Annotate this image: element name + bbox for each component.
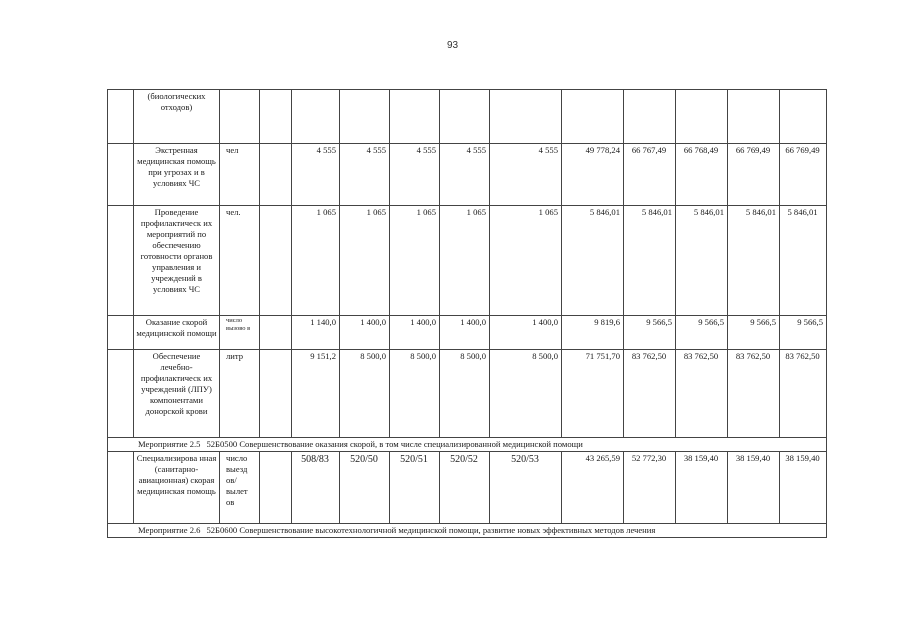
value-cell: 83 762,50	[676, 350, 728, 438]
value-cell: 66 767,49	[624, 144, 676, 206]
measure-label: Мероприятие 2.6	[138, 525, 201, 535]
measure-2-5	[108, 438, 827, 452]
indicator-name: Оказание скорой медицинской помощи	[134, 316, 220, 350]
value-cell: 520/53	[490, 452, 562, 524]
table-row	[108, 452, 827, 524]
table-row	[108, 206, 827, 316]
value-cell: 508/83	[292, 452, 340, 524]
measure-label: Мероприятие 2.5	[138, 439, 201, 449]
value-cell: 520/50	[340, 452, 390, 524]
value-cell: 1 065	[390, 206, 440, 316]
indicator-unit: число вызово в	[220, 316, 260, 350]
value-cell: 66 769,49	[728, 144, 780, 206]
value-cell: 66 769,49	[780, 144, 827, 206]
value-cell: 5 846,01	[728, 206, 780, 316]
value-cell: 1 065	[440, 206, 490, 316]
value-cell: 8 500,0	[340, 350, 390, 438]
measure-text: Совершенствование оказания скорой, в том числе специализированной медицинской помощи	[239, 439, 583, 449]
value-cell: 9 819,6	[562, 316, 624, 350]
value-cell: 8 500,0	[490, 350, 562, 438]
table-row	[108, 90, 827, 144]
value-cell: 1 065	[292, 206, 340, 316]
table-row	[108, 144, 827, 206]
indicator-unit: число выезд ов/ вылет ов	[220, 452, 260, 524]
value-cell: 5 846,01	[562, 206, 624, 316]
value-cell: 1 400,0	[390, 316, 440, 350]
value-cell: 49 778,24	[562, 144, 624, 206]
measure-row	[108, 438, 827, 452]
value-cell: 9 566,5	[624, 316, 676, 350]
value-cell: 83 762,50	[728, 350, 780, 438]
indicator-name: Проведение профилактическ их мероприятий по обеспечению готовности органов управления и учреждений в условиях ЧС	[134, 206, 220, 316]
value-cell: 1 065	[490, 206, 562, 316]
indicator-name: Специализирова нная (санитарно-авиационная) скорая медицинская помощь	[134, 452, 220, 524]
value-cell: 5 846,01	[624, 206, 676, 316]
indicator-name: (биологических отходов)	[134, 90, 220, 144]
indicators-table	[107, 89, 827, 538]
indicator-unit: литр	[220, 350, 260, 438]
measure-text: Совершенствование высокотехнологичной медицинской помощи, развитие новых эффективных методов лечения	[239, 525, 656, 535]
page-number: 93	[446, 40, 459, 51]
value-cell: 520/51	[390, 452, 440, 524]
value-cell: 83 762,50	[624, 350, 676, 438]
value-cell: 8 500,0	[390, 350, 440, 438]
value-cell: 9 566,5	[728, 316, 780, 350]
value-cell: 8 500,0	[440, 350, 490, 438]
measure-code: 52Б0600	[206, 525, 238, 535]
measure-row	[108, 524, 827, 538]
value-cell: 1 065	[340, 206, 390, 316]
table-row	[108, 316, 827, 350]
value-cell: 38 159,40	[780, 452, 827, 524]
value-cell: 38 159,40	[728, 452, 780, 524]
value-cell: 9 151,2	[292, 350, 340, 438]
value-cell: 52 772,30	[624, 452, 676, 524]
indicator-unit: чел	[220, 144, 260, 206]
value-cell: 9 566,5	[780, 316, 827, 350]
value-cell: 5 846,01	[676, 206, 728, 316]
indicator-name: Обеспечение лечебно-профилактическ их учреждений (ЛПУ) компонентами донорской крови	[134, 350, 220, 438]
value-cell: 43 265,59	[562, 452, 624, 524]
value-cell: 5 846,01	[780, 206, 827, 316]
value-cell: 1 400,0	[340, 316, 390, 350]
value-cell: 4 555	[292, 144, 340, 206]
measure-code: 52Б0500	[206, 439, 238, 449]
value-cell: 1 400,0	[440, 316, 490, 350]
measure-2-6	[108, 524, 827, 538]
indicator-name: Экстренная медицинская помощь при угрозах и в условиях ЧС	[134, 144, 220, 206]
value-cell: 4 555	[340, 144, 390, 206]
value-cell: 1 140,0	[292, 316, 340, 350]
table-row	[108, 350, 827, 438]
indicator-unit: чел.	[220, 206, 260, 316]
value-cell: 4 555	[390, 144, 440, 206]
value-cell: 9 566,5	[676, 316, 728, 350]
value-cell: 66 768,49	[676, 144, 728, 206]
value-cell: 4 555	[440, 144, 490, 206]
value-cell: 1 400,0	[490, 316, 562, 350]
value-cell: 38 159,40	[676, 452, 728, 524]
value-cell: 4 555	[490, 144, 562, 206]
value-cell: 83 762,50	[780, 350, 827, 438]
value-cell: 71 751,70	[562, 350, 624, 438]
value-cell: 520/52	[440, 452, 490, 524]
